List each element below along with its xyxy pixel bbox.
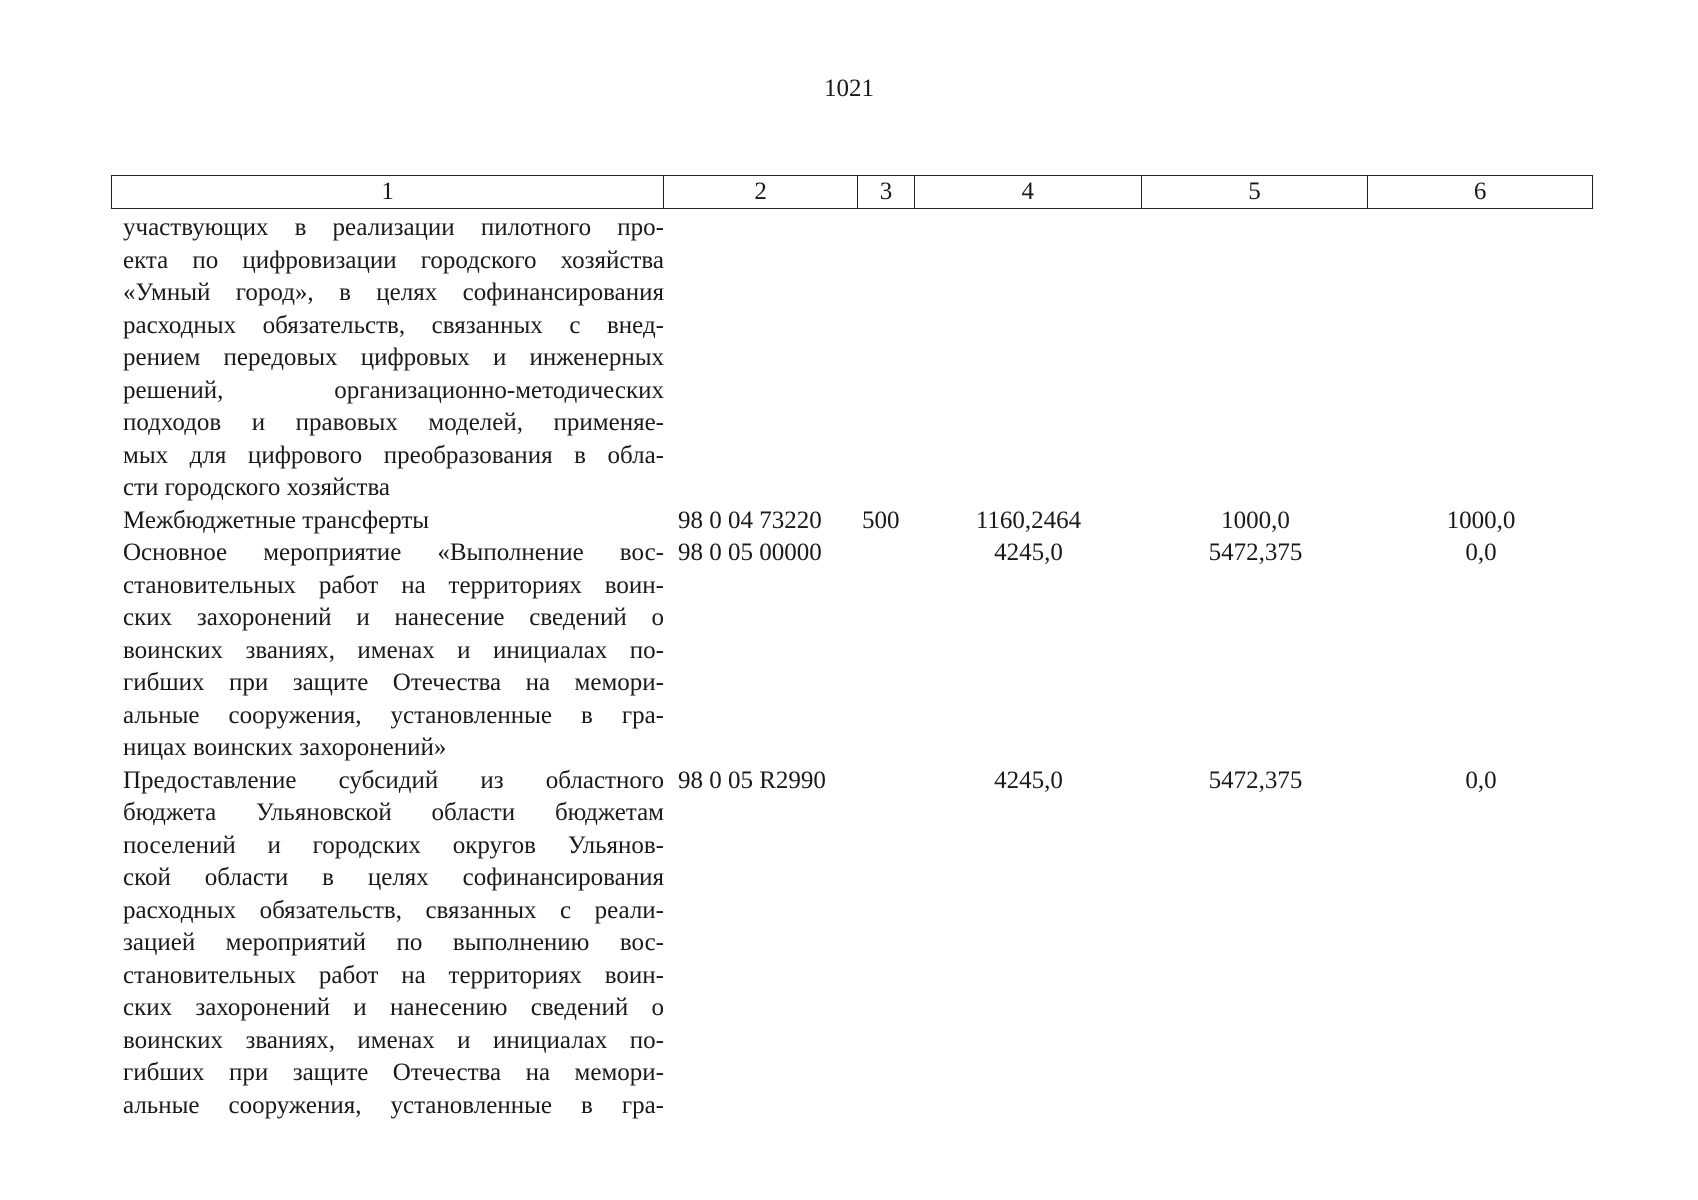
- description-line: расходных обязательств, связанных с реали-: [123, 896, 664, 924]
- row-expense-type: 500: [862, 506, 900, 534]
- row-description: [111, 537, 664, 765]
- description-line: сти городского хозяйства: [123, 474, 391, 501]
- row-code: 98 0 05 00000: [678, 539, 822, 566]
- row-description: [111, 505, 664, 538]
- description-line: екта по цифровизации городского хозяйства: [123, 246, 664, 274]
- row-code: 98 0 04 73220: [678, 506, 822, 534]
- column-header-2: 2: [664, 176, 858, 208]
- row-value-col4: 1160,2464: [975, 506, 1082, 534]
- table-row: [111, 212, 1593, 505]
- description-line: гибших при защите Отечества на мемори-: [123, 669, 664, 696]
- column-header-4: 4: [915, 176, 1142, 208]
- table-header: [111, 175, 1593, 209]
- description-line: ских захоронений и нанесение сведений о: [123, 604, 664, 631]
- description-line: гибших при защите Отечества на мемори-: [123, 1059, 664, 1086]
- column-header-3: 3: [858, 176, 915, 208]
- description-line: Основное мероприятие «Выполнение вос-: [123, 539, 664, 566]
- column-header-6: 6: [1473, 178, 1487, 205]
- description-line: становительных работ на территориях воин-: [123, 571, 664, 599]
- row-code: 98 0 05 R2990: [678, 766, 826, 794]
- description-line: зацией мероприятий по выполнению вос-: [123, 929, 664, 956]
- row-value-col5: 5472,375: [1208, 766, 1303, 794]
- description-line: альные сооружения, установленные в гра-: [123, 1091, 664, 1119]
- description-line: ских захоронений и нанесению сведений о: [123, 994, 664, 1021]
- description-line: становительных работ на территориях воин-: [123, 961, 664, 989]
- column-header-1: 1: [112, 176, 664, 208]
- description-line: ницах воинских захоронений»: [123, 734, 447, 761]
- description-line: расходных обязательств, связанных с внед-: [123, 311, 664, 339]
- table-row: [111, 765, 1593, 1123]
- description-line: мых для цифрового преобразования в обла-: [123, 441, 664, 469]
- description-line: воинских званиях, именах и инициалах по-: [123, 1026, 664, 1054]
- page-number: 1021: [824, 75, 874, 102]
- description-line: воинских званиях, именах и инициалах по-: [123, 636, 664, 664]
- description-line: альные сооружения, установленные в гра-: [123, 701, 664, 729]
- description-line: рением передовых цифровых и инженерных: [123, 344, 664, 371]
- row-value-col6: 0,0: [1465, 766, 1497, 794]
- description-line: поселений и городских округов Ульянов-: [123, 831, 664, 859]
- description-line: Межбюджетные трансферты: [123, 506, 430, 534]
- description-line: участвующих в реализации пилотного про-: [123, 214, 664, 241]
- row-description: [111, 212, 664, 505]
- row-value-col6: 0,0: [1465, 539, 1497, 566]
- description-line: ской области в целях софинансирования: [123, 864, 664, 891]
- description-line: бюджета Ульяновской области бюджетам: [123, 799, 664, 826]
- description-line: решений, организационно-методических: [123, 376, 664, 404]
- description-line: «Умный город», в целях софинансирования: [123, 279, 664, 306]
- description-line: Предоставление субсидий из областного: [123, 766, 664, 794]
- column-header-5: 5: [1142, 176, 1369, 208]
- table-row: [111, 505, 1593, 538]
- row-value-col5: 1000,0: [1221, 506, 1290, 534]
- row-value-col4: 4245,0: [994, 539, 1063, 566]
- table-row: [111, 537, 1593, 765]
- description-line: подходов и правовых моделей, применяе-: [123, 409, 664, 436]
- row-value-col4: 4245,0: [994, 766, 1063, 794]
- table-body: [111, 212, 1593, 1122]
- row-value-col6: 1000,0: [1446, 506, 1516, 534]
- row-description: [111, 765, 664, 1123]
- row-value-col5: 5472,375: [1208, 539, 1303, 566]
